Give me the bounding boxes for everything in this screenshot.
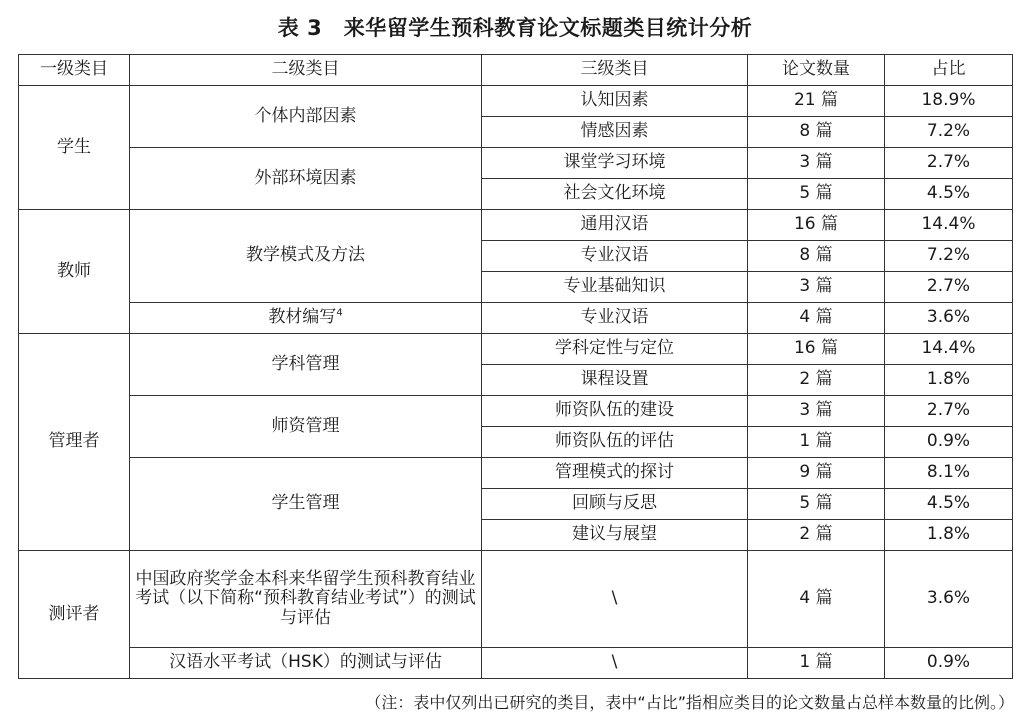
percentage-cell: 2.7%: [885, 148, 1013, 179]
percentage-cell: 3.6%: [885, 551, 1013, 648]
count-cell: 1 篇: [748, 648, 885, 679]
count-cell: 21 篇: [748, 86, 885, 117]
count-cell: 8 篇: [748, 117, 885, 148]
header-level3: 三级类目: [482, 55, 748, 86]
percentage-cell: 18.9%: [885, 86, 1013, 117]
table-row: [19, 303, 1013, 334]
table-row: [19, 210, 1013, 241]
count-cell: 4 篇: [748, 551, 885, 648]
level3-cell: 学科定性与定位: [482, 334, 748, 365]
count-cell: 9 篇: [748, 458, 885, 489]
level3-cell: 回顾与反思: [482, 489, 748, 520]
header-count: 论文数量: [748, 55, 885, 86]
percentage-cell: 7.2%: [885, 241, 1013, 272]
count-cell: 1 篇: [748, 427, 885, 458]
percentage-cell: 2.7%: [885, 396, 1013, 427]
footnote-marker: 4: [336, 307, 343, 319]
level1-cell: 教师: [19, 210, 130, 334]
level2-cell: 汉语水平考试（HSK）的测试与评估: [130, 648, 482, 679]
level3-cell: 专业汉语: [482, 241, 748, 272]
table-row: [19, 648, 1013, 679]
count-cell: 5 篇: [748, 179, 885, 210]
level2-cell: [130, 303, 482, 334]
level1-cell: 学生: [19, 86, 130, 210]
table-note: （注：表中仅列出已研究的类目，表中“占比”指相应类目的论文数量占总样本数量的比例。）: [365, 693, 1014, 712]
percentage-cell: 7.2%: [885, 117, 1013, 148]
level2-cell: 中国政府奖学金本科来华留学生预科教育结业考试（以下简称“预科教育结业考试”）的测试与评估: [130, 551, 482, 648]
table-row: [19, 148, 1013, 179]
count-cell: 16 篇: [748, 334, 885, 365]
level3-cell: 社会文化环境: [482, 179, 748, 210]
level1-cell: 管理者: [19, 334, 130, 551]
table-row: [19, 86, 1013, 117]
percentage-cell: 1.8%: [885, 365, 1013, 396]
level3-cell: 情感因素: [482, 117, 748, 148]
header-level2: 二级类目: [130, 55, 482, 86]
level1-cell: 测评者: [19, 551, 130, 679]
level3-cell: \: [482, 648, 748, 679]
level3-cell: 师资队伍的评估: [482, 427, 748, 458]
header-percentage: 占比: [885, 55, 1013, 86]
count-cell: 3 篇: [748, 148, 885, 179]
table-row: [19, 551, 1013, 648]
percentage-cell: 4.5%: [885, 179, 1013, 210]
level3-cell: 师资队伍的建设: [482, 396, 748, 427]
percentage-cell: 8.1%: [885, 458, 1013, 489]
table-title: 表 3 来华留学生预科教育论文标题类目统计分析: [277, 16, 753, 40]
level3-cell: 管理模式的探讨: [482, 458, 748, 489]
percentage-cell: 14.4%: [885, 334, 1013, 365]
count-cell: 4 篇: [748, 303, 885, 334]
level2-cell: 师资管理: [130, 396, 482, 458]
header-row: [19, 55, 1013, 86]
percentage-cell: 4.5%: [885, 489, 1013, 520]
count-cell: 2 篇: [748, 365, 885, 396]
percentage-cell: 14.4%: [885, 210, 1013, 241]
level2-label: 教材编写: [268, 307, 337, 328]
percentage-cell: 2.7%: [885, 272, 1013, 303]
level2-cell: 教学模式及方法: [130, 210, 482, 303]
count-cell: 8 篇: [748, 241, 885, 272]
table-row: [19, 334, 1013, 365]
level3-cell: 通用汉语: [482, 210, 748, 241]
level2-cell: 学科管理: [130, 334, 482, 396]
level2-cell: 学生管理: [130, 458, 482, 551]
table-row: [19, 458, 1013, 489]
percentage-cell: 3.6%: [885, 303, 1013, 334]
percentage-cell: 0.9%: [885, 427, 1013, 458]
level2-cell: 外部环境因素: [130, 148, 482, 210]
count-cell: 16 篇: [748, 210, 885, 241]
level2-cell: 个体内部因素: [130, 86, 482, 148]
level3-cell: 建议与展望: [482, 520, 748, 551]
percentage-cell: 0.9%: [885, 648, 1013, 679]
level3-cell: 认知因素: [482, 86, 748, 117]
level3-cell: 专业汉语: [482, 303, 748, 334]
header-level1: 一级类目: [19, 55, 130, 86]
category-statistics-table: [18, 54, 1013, 679]
percentage-cell: 1.8%: [885, 520, 1013, 551]
count-cell: 3 篇: [748, 272, 885, 303]
level3-cell: 课程设置: [482, 365, 748, 396]
count-cell: 2 篇: [748, 520, 885, 551]
count-cell: 5 篇: [748, 489, 885, 520]
count-cell: 3 篇: [748, 396, 885, 427]
level3-cell: \: [482, 551, 748, 648]
level3-cell: 课堂学习环境: [482, 148, 748, 179]
level3-cell: 专业基础知识: [482, 272, 748, 303]
table-row: [19, 396, 1013, 427]
